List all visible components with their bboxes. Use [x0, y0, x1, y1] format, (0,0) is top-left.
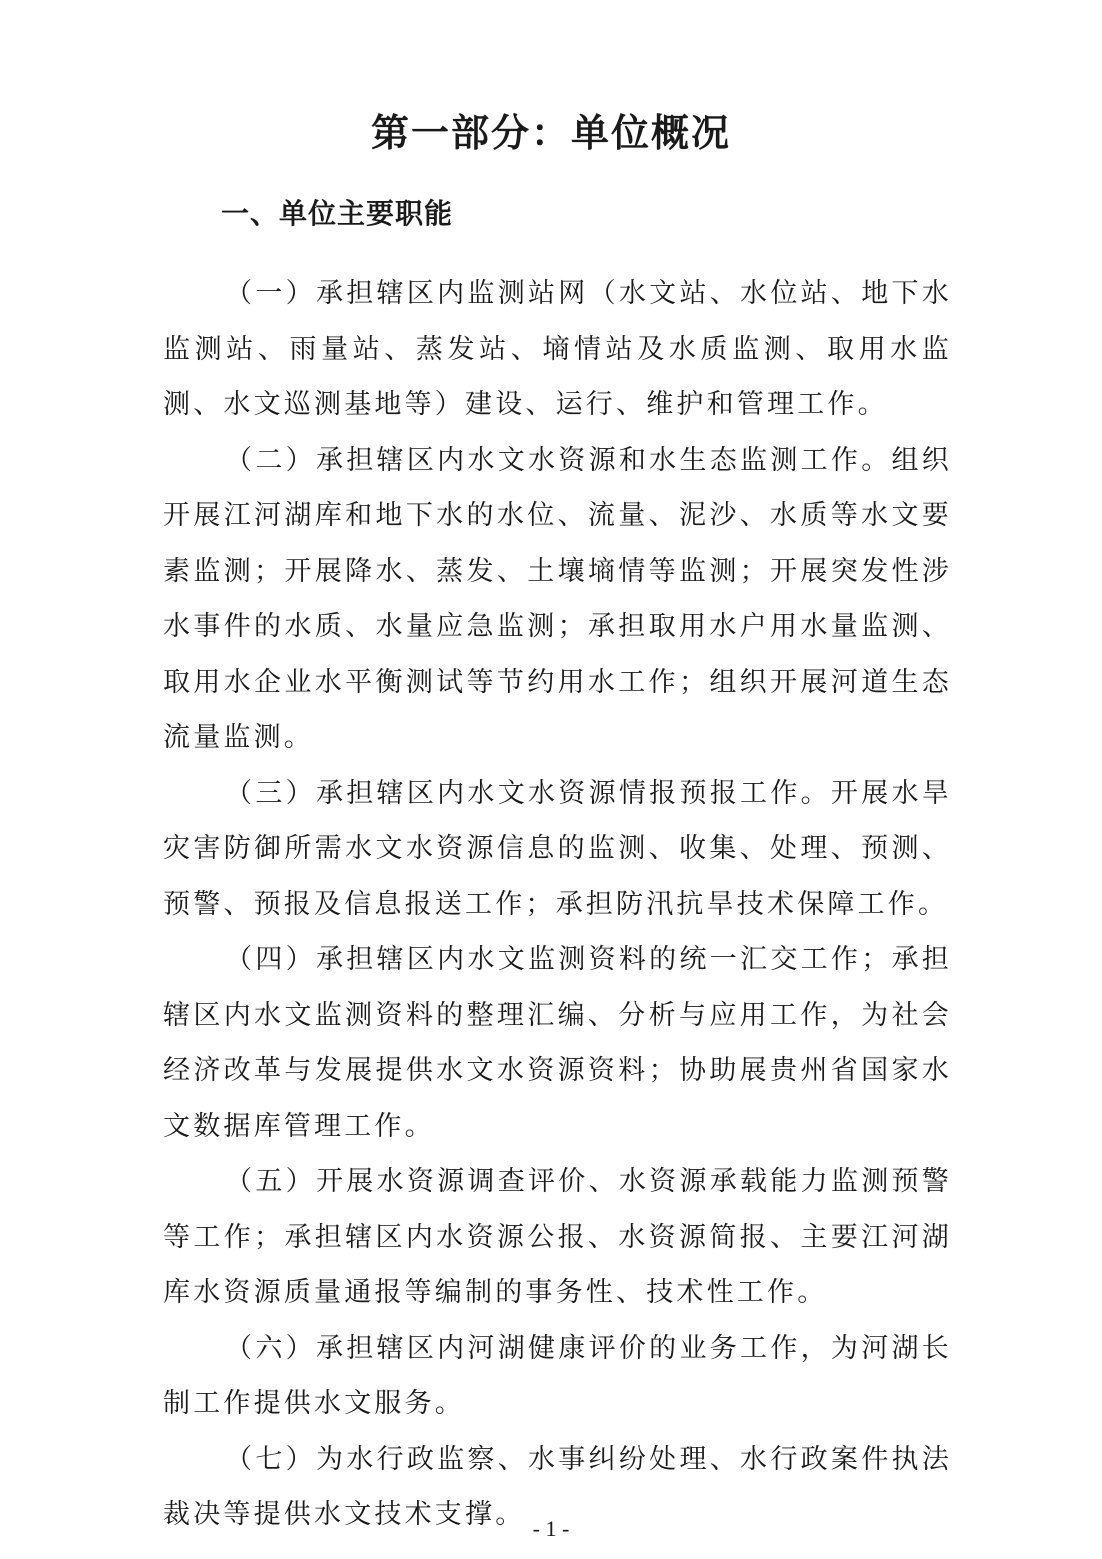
page-number: - 1 - — [532, 1516, 570, 1541]
section-heading: 一、单位主要职能 — [221, 197, 454, 230]
paragraph-4: （四）承担辖区内水文监测资料的统一汇交工作；承担辖区内水文监测资料的整理汇编、分析与应用工作，为社会经济改革与发展提供水文水资源资料；协助展贵州省国家水文数据库管理工作。 — [163, 944, 952, 1142]
paragraph-2: （二）承担辖区内水文水资源和水生态监测工作。组织开展江河湖库和地下水的水位、流量、泥沙、水质等水文要素监测；开展降水、蒸发、土壤墒情等监测；开展突发性涉水事件的水质、水量应急监测；承担取用水户用水量监测、取用水企业水平衡测试等节约用水工作；组织开展河道生态流量监测。 — [163, 444, 952, 753]
body-text — [163, 266, 952, 1543]
paragraph-5: （五）开展水资源调查评价、水资源承载能力监测预警等工作；承担辖区内水资源公报、水资源简报、主要江河湖库水资源质量通报等编制的事务性、技术性工作。 — [163, 1166, 952, 1308]
paragraph-1: （一）承担辖区内监测站网（水文站、水位站、地下水监测站、雨量站、蒸发站、墒情站及水质监测、取用水监测、水文巡测基地等）建设、运行、维护和管理工作。 — [163, 278, 952, 420]
paragraph-6: （六）承担辖区内河湖健康评价的业务工作，为河湖长制工作提供水文服务。 — [163, 1332, 952, 1419]
page-title: 第一部分：单位概况 — [370, 111, 731, 155]
paragraph-7: （七）为水行政监察、水事纠纷处理、水行政案件执法裁决等提供水文技术支撑。 — [163, 1443, 952, 1530]
paragraph-3: （三）承担辖区内水文水资源情报预报工作。开展水旱灾害防御所需水文水资源信息的监测、收集、处理、预测、预警、预报及信息报送工作；承担防汛抗旱技术保障工作。 — [163, 777, 952, 920]
